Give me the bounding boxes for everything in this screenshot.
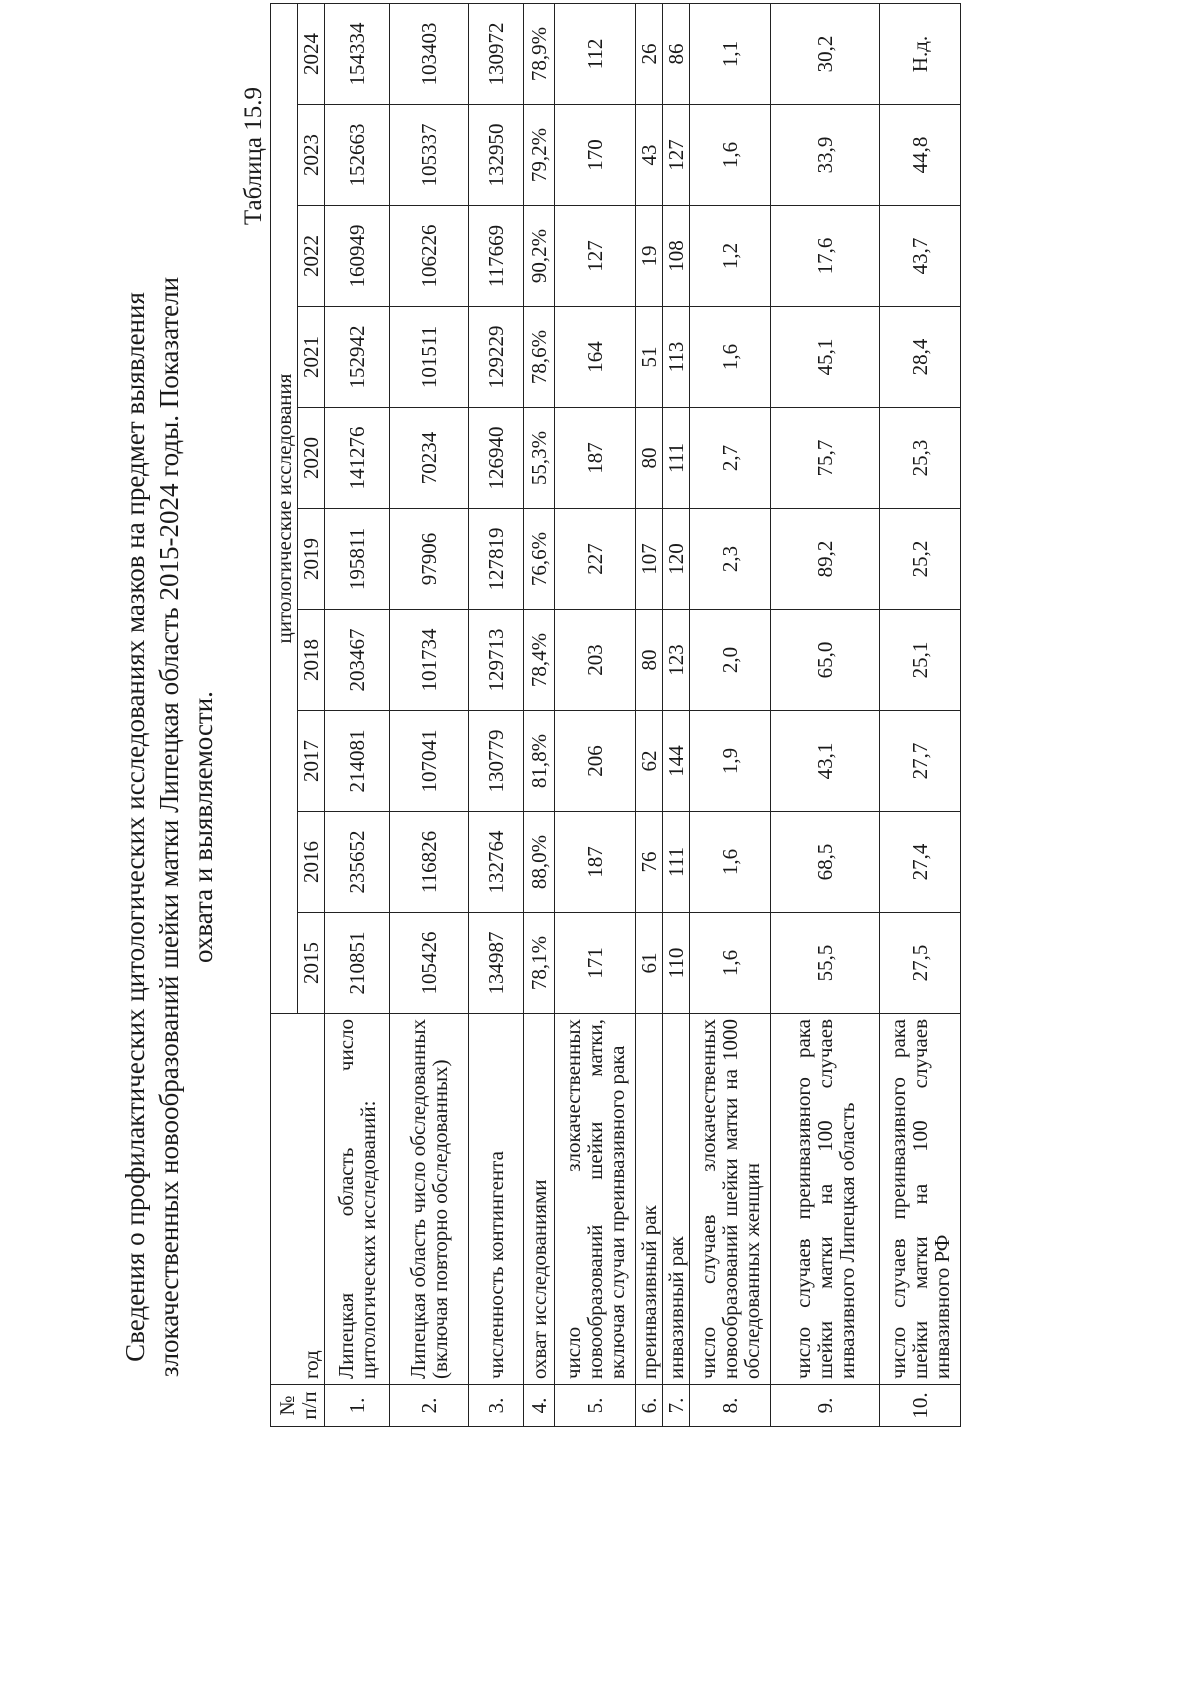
row-label: инвазивный рак xyxy=(663,1014,690,1385)
cell-value: 132950 xyxy=(469,105,524,206)
cell-value: 214081 xyxy=(325,711,390,812)
row-number: 1. xyxy=(325,1385,390,1427)
cell-value: 44,8 xyxy=(880,105,961,206)
header-year: 2018 xyxy=(298,610,325,711)
table-row xyxy=(880,4,961,1427)
cell-value: 25,3 xyxy=(880,408,961,509)
cell-value: 90,2% xyxy=(524,206,555,307)
cell-value: 78,9% xyxy=(524,4,555,105)
data-table xyxy=(270,3,961,1427)
row-number: 3. xyxy=(469,1385,524,1427)
cell-value: 2,0 xyxy=(690,610,771,711)
cell-value: 170 xyxy=(555,105,636,206)
row-number: 2. xyxy=(390,1385,469,1427)
cell-value: 152663 xyxy=(325,105,390,206)
cell-value: 129713 xyxy=(469,610,524,711)
cell-value: 97906 xyxy=(390,509,469,610)
cell-value: 132764 xyxy=(469,812,524,913)
header-year: 2023 xyxy=(298,105,325,206)
cell-value: 187 xyxy=(555,408,636,509)
cell-value: 76 xyxy=(636,812,663,913)
cell-value: 210851 xyxy=(325,913,390,1014)
header-year: 2015 xyxy=(298,913,325,1014)
cell-value: 203 xyxy=(555,610,636,711)
cell-value: 1,6 xyxy=(690,307,771,408)
cell-value: 116826 xyxy=(390,812,469,913)
table-row xyxy=(524,4,555,1427)
cell-value: 154334 xyxy=(325,4,390,105)
row-number: 5. xyxy=(555,1385,636,1427)
row-number: 6. xyxy=(636,1385,663,1427)
table-row xyxy=(469,4,524,1427)
cell-value: 78,4% xyxy=(524,610,555,711)
cell-value: 111 xyxy=(663,408,690,509)
cell-value: 164 xyxy=(555,307,636,408)
header-year: 2017 xyxy=(298,711,325,812)
cell-value: 111 xyxy=(663,812,690,913)
table-row xyxy=(636,4,663,1427)
cell-value: 127819 xyxy=(469,509,524,610)
cell-value: 28,4 xyxy=(880,307,961,408)
cell-value: 61 xyxy=(636,913,663,1014)
cell-value: 1,1 xyxy=(690,4,771,105)
row-number: 10. xyxy=(880,1385,961,1427)
cell-value: 43,1 xyxy=(771,711,880,812)
header-row-group xyxy=(271,4,298,1427)
cell-value: 76,6% xyxy=(524,509,555,610)
cell-value: 134987 xyxy=(469,913,524,1014)
cell-value: 107 xyxy=(636,509,663,610)
cell-value: 80 xyxy=(636,610,663,711)
cell-value: 86 xyxy=(663,4,690,105)
cell-value: 25,1 xyxy=(880,610,961,711)
header-group: цитологические исследования xyxy=(271,4,298,1014)
cell-value: 70234 xyxy=(390,408,469,509)
cell-value: 65,0 xyxy=(771,610,880,711)
cell-value: 126940 xyxy=(469,408,524,509)
cell-value: 27,4 xyxy=(880,812,961,913)
cell-value: 51 xyxy=(636,307,663,408)
cell-value: 171 xyxy=(555,913,636,1014)
cell-value: 75,7 xyxy=(771,408,880,509)
cell-value: 106226 xyxy=(390,206,469,307)
cell-value: 127 xyxy=(555,206,636,307)
cell-value: 105426 xyxy=(390,913,469,1014)
document-title: Сведения о профилактических цитологических исследованиях мазков на предмет выявления злокачественных новообразований шейки матки Липецкая область 2015-2024 годы. Показатели охвата и выявляемости. xyxy=(120,276,218,1378)
cell-value: 88,0% xyxy=(524,812,555,913)
cell-value: 130779 xyxy=(469,711,524,812)
cell-value: 235652 xyxy=(325,812,390,913)
cell-value: 25,2 xyxy=(880,509,961,610)
header-year: 2021 xyxy=(298,307,325,408)
cell-value: 55,5 xyxy=(771,913,880,1014)
header-year: 2020 xyxy=(298,408,325,509)
row-label: охват исследованиями xyxy=(524,1014,555,1385)
row-number: 4. xyxy=(524,1385,555,1427)
cell-value: 62 xyxy=(636,711,663,812)
cell-value: 43 xyxy=(636,105,663,206)
row-label: число случаев преинвазивного рака шейки матки на 100 случаев инвазивного Липецкая область xyxy=(771,1014,880,1385)
table-number: Таблица 15.9 xyxy=(240,87,267,226)
cell-value: 117669 xyxy=(469,206,524,307)
cell-value: 187 xyxy=(555,812,636,913)
cell-value: 112 xyxy=(555,4,636,105)
cell-value: 203467 xyxy=(325,610,390,711)
cell-value: 45,1 xyxy=(771,307,880,408)
table-row xyxy=(390,4,469,1427)
cell-value: 101734 xyxy=(390,610,469,711)
cell-value: 30,2 xyxy=(771,4,880,105)
cell-value: 19 xyxy=(636,206,663,307)
cell-value: 1,6 xyxy=(690,105,771,206)
row-number: 9. xyxy=(771,1385,880,1427)
cell-value: 26 xyxy=(636,4,663,105)
cell-value: 110 xyxy=(663,913,690,1014)
table-row xyxy=(325,4,390,1427)
header-label: год xyxy=(271,1014,325,1385)
row-label: преинвазивный рак xyxy=(636,1014,663,1385)
table-row xyxy=(771,4,880,1427)
cell-value: 89,2 xyxy=(771,509,880,610)
cell-value: 206 xyxy=(555,711,636,812)
cell-value: 152942 xyxy=(325,307,390,408)
cell-value: 105337 xyxy=(390,105,469,206)
cell-value: 195811 xyxy=(325,509,390,610)
cell-value: 78,6% xyxy=(524,307,555,408)
table-body xyxy=(325,4,961,1427)
cell-value: 113 xyxy=(663,307,690,408)
row-label: число случаев преинвазивного рака шейки матки на 100 случаев инвазивного РФ xyxy=(880,1014,961,1385)
cell-value: 101511 xyxy=(390,307,469,408)
cell-value: 33,9 xyxy=(771,105,880,206)
cell-value: 2,3 xyxy=(690,509,771,610)
cell-value: 141276 xyxy=(325,408,390,509)
row-label: Липецкая область число обследованных (включая повторно обследованных) xyxy=(390,1014,469,1385)
cell-value: 227 xyxy=(555,509,636,610)
cell-value: 103403 xyxy=(390,4,469,105)
row-label: численность контингента xyxy=(469,1014,524,1385)
cell-value: 127 xyxy=(663,105,690,206)
header-year: 2016 xyxy=(298,812,325,913)
cell-value: 1,9 xyxy=(690,711,771,812)
cell-value: 78,1% xyxy=(524,913,555,1014)
table-row xyxy=(663,4,690,1427)
cell-value: 43,7 xyxy=(880,206,961,307)
cell-value: 79,2% xyxy=(524,105,555,206)
cell-value: 108 xyxy=(663,206,690,307)
cell-value: 123 xyxy=(663,610,690,711)
header-year: 2024 xyxy=(298,4,325,105)
cell-value: Н.д. xyxy=(880,4,961,105)
cell-value: 160949 xyxy=(325,206,390,307)
header-num: № п/п xyxy=(271,1385,325,1427)
table-row xyxy=(690,4,771,1427)
cell-value: 27,7 xyxy=(880,711,961,812)
cell-value: 27,5 xyxy=(880,913,961,1014)
cell-value: 17,6 xyxy=(771,206,880,307)
cell-value: 80 xyxy=(636,408,663,509)
cell-value: 1,6 xyxy=(690,812,771,913)
cell-value: 130972 xyxy=(469,4,524,105)
header-year: 2022 xyxy=(298,206,325,307)
row-label: число случаев злокачественных новообразований шейки матки на 1000 обследованных женщин xyxy=(690,1014,771,1385)
row-number: 7. xyxy=(663,1385,690,1427)
cell-value: 55,3% xyxy=(524,408,555,509)
row-label: число злокачественных новообразований шейки матки, включая случаи преинвазивного рака xyxy=(555,1014,636,1385)
cell-value: 1,6 xyxy=(690,913,771,1014)
cell-value: 68,5 xyxy=(771,812,880,913)
cell-value: 120 xyxy=(663,509,690,610)
row-label: Липецкая область число цитологических исследований: xyxy=(325,1014,390,1385)
table-row xyxy=(555,4,636,1427)
cell-value: 1,2 xyxy=(690,206,771,307)
cell-value: 2,7 xyxy=(690,408,771,509)
cell-value: 129229 xyxy=(469,307,524,408)
header-year: 2019 xyxy=(298,509,325,610)
cell-value: 144 xyxy=(663,711,690,812)
cell-value: 81,8% xyxy=(524,711,555,812)
row-number: 8. xyxy=(690,1385,771,1427)
cell-value: 107041 xyxy=(390,711,469,812)
